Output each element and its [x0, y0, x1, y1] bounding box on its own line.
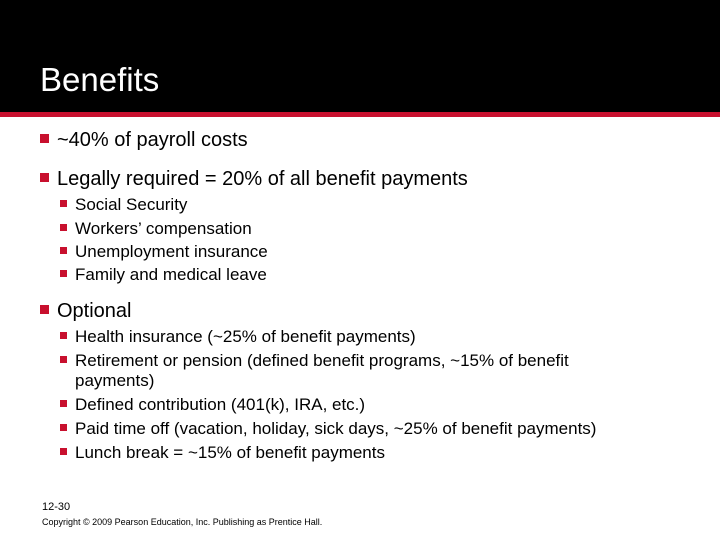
subbullet-lunch-break [60, 442, 385, 464]
bullet-optional [40, 299, 132, 323]
bullet-marker [60, 247, 67, 254]
bullet-marker [60, 270, 67, 277]
subbullet-health-insurance [60, 326, 416, 348]
bullet-text: Retirement or pension (defined benefit programs, ~15% of benefit payments) [75, 351, 569, 390]
bullet-marker [40, 173, 49, 182]
bullet-marker [60, 424, 67, 431]
bullet-marker [60, 200, 67, 207]
bullet-marker [60, 400, 67, 407]
subbullet-family-leave [60, 264, 267, 286]
bullet-text: Legally required = 20% of all benefit payments [57, 168, 468, 190]
bullet-marker [40, 305, 49, 314]
bullet-payroll-costs [40, 128, 248, 152]
bullet-text: Lunch break = ~15% of benefit payments [75, 443, 385, 462]
bullet-text: Unemployment insurance [75, 242, 268, 261]
subbullet-social-security [60, 194, 187, 216]
bullet-text: Social Security [75, 195, 188, 214]
bullet-marker [60, 224, 67, 231]
subbullet-paid-time-off [60, 418, 596, 440]
bullet-marker [60, 356, 67, 363]
bullet-text: ~40% of payroll costs [57, 129, 248, 151]
bullet-marker [60, 448, 67, 455]
bullet-legally-required [40, 167, 468, 191]
copyright-notice: Copyright © 2009 Pearson Education, Inc. Publishing as Prentice Hall. [42, 517, 323, 527]
bullet-text: Health insurance (~25% of benefit payments) [75, 327, 416, 346]
accent-rule [0, 112, 720, 117]
bullet-marker [40, 134, 49, 143]
subbullet-defined-contribution [60, 394, 365, 416]
bullet-marker [60, 332, 67, 339]
slide-title: Benefits [40, 61, 160, 98]
title-bar [0, 0, 720, 112]
bullet-text: Workers’ compensation [75, 219, 252, 238]
subbullet-workers-comp [60, 218, 252, 240]
bullet-text: Paid time off (vacation, holiday, sick days, ~25% of benefit payments) [75, 419, 597, 438]
subbullet-retirement [60, 351, 650, 391]
bullet-text: Optional [57, 300, 132, 322]
slide-number: 12-30 [42, 501, 71, 513]
bullet-text: Defined contribution (401(k), IRA, etc.) [75, 395, 366, 414]
subbullet-unemployment [60, 241, 268, 263]
bullet-text: Family and medical leave [75, 265, 267, 284]
